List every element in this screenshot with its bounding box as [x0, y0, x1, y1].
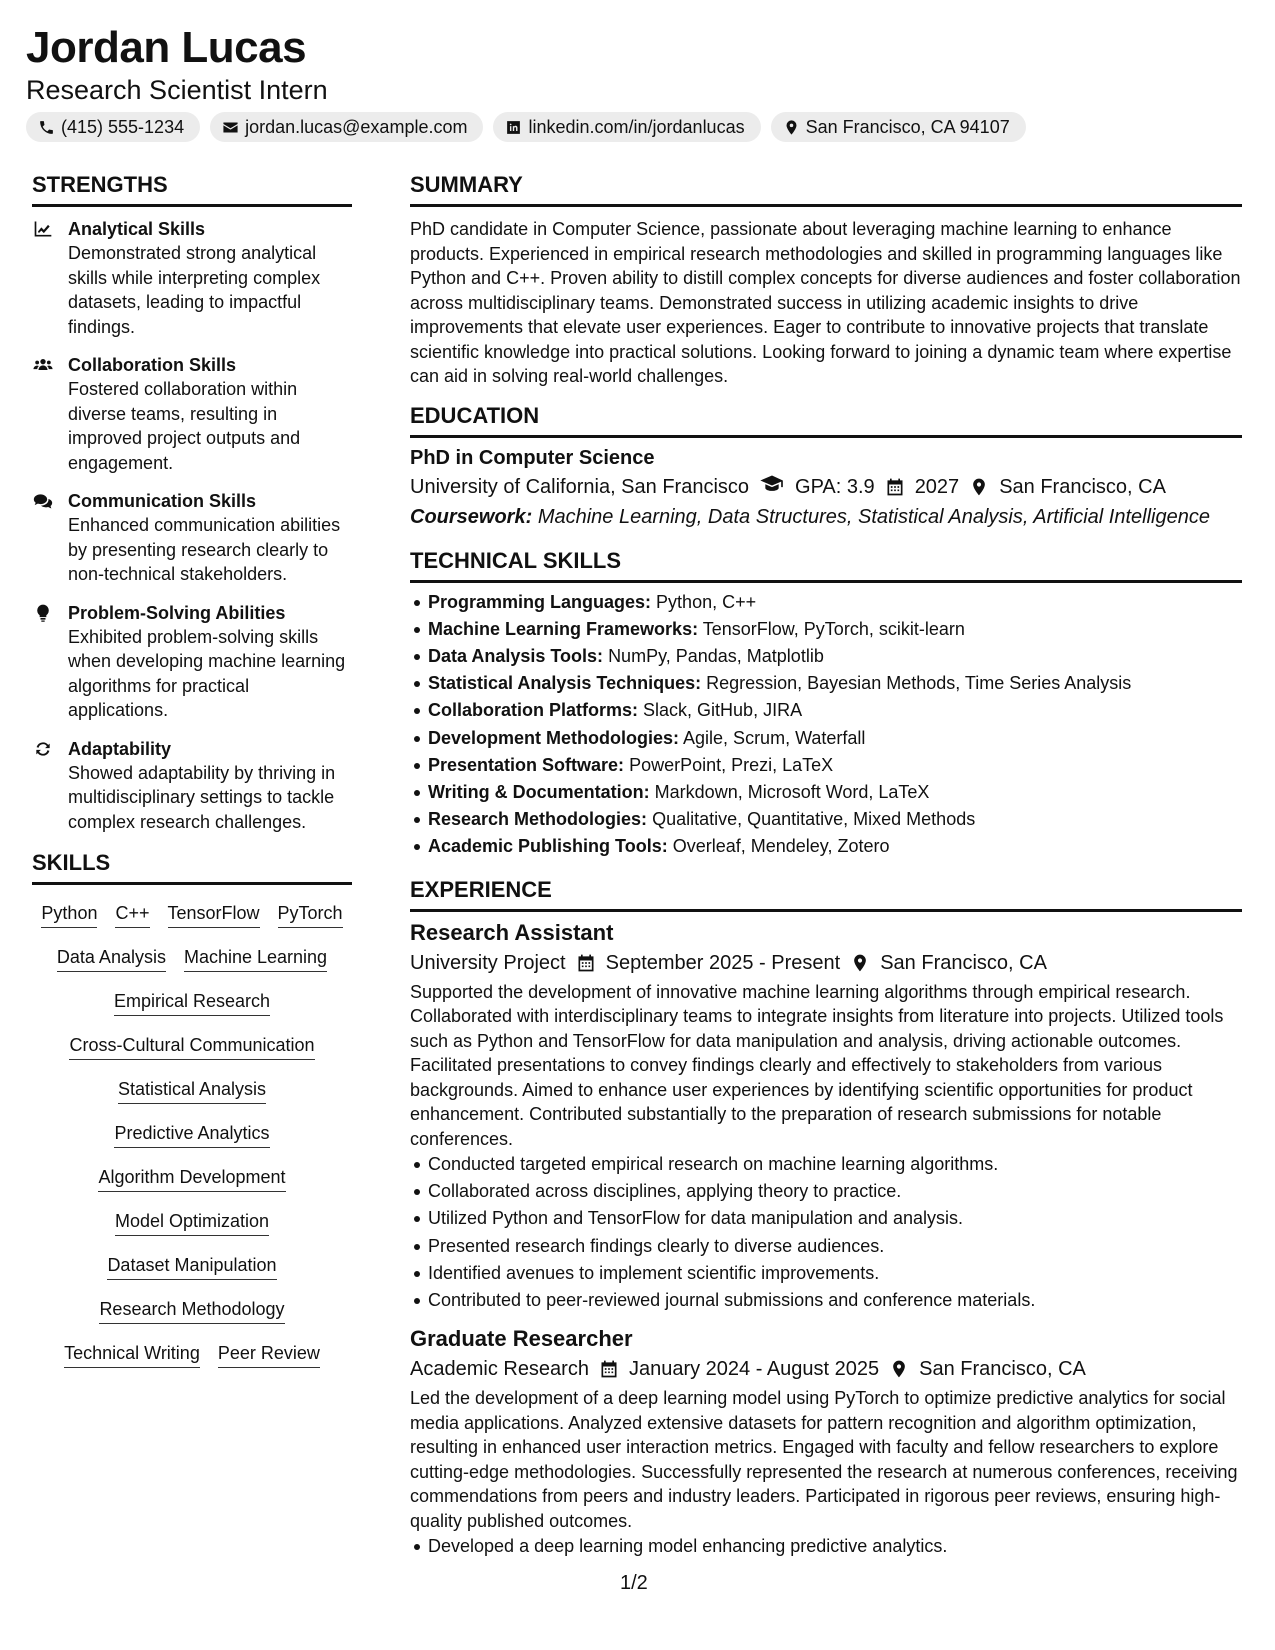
contact-email[interactable]: [210, 112, 483, 142]
sync-icon: [32, 739, 54, 759]
strength-heading: Communication Skills: [68, 491, 257, 511]
contact-location[interactable]: [771, 112, 1026, 142]
strength-item: [32, 489, 352, 587]
resume-header: [26, 22, 1246, 142]
calendar-icon: [599, 1359, 619, 1379]
map-marker-icon: [889, 1359, 909, 1379]
technical-skills-heading: TECHNICAL SKILLS: [410, 546, 1242, 583]
contact-bar: [26, 112, 1246, 142]
strength-description: Showed adaptability by thriving in multidisciplinary settings to tackle complex research challenges.: [68, 762, 336, 832]
skill-tag: Data Analysis: [57, 945, 166, 972]
job-location: San Francisco, CA: [880, 951, 1047, 974]
list-item: Development Methodologies: Agile, Scrum, Waterfall: [410, 725, 1242, 752]
list-item: Presentation Software: PowerPoint, Prezi, LaTeX: [410, 752, 1242, 779]
list-item: Identified avenues to implement scientific improvements.: [410, 1260, 1242, 1287]
contact-phone[interactable]: [26, 112, 200, 142]
strength-heading: Collaboration Skills: [68, 355, 237, 375]
job-bullets: [410, 1151, 1242, 1314]
strength-heading: Adaptability: [68, 738, 172, 759]
skill-tag: Technical Writing: [64, 1341, 200, 1368]
skill-tag: Predictive Analytics: [114, 1121, 269, 1148]
list-item: Writing & Documentation: Markdown, Microsoft Word, LaTeX: [410, 779, 1242, 806]
summary-text: PhD candidate in Computer Science, passionate about leveraging machine learning to enhance products. Experienced in empirical research methodologies and skilled in programming languages like Python and C++. Proven ability to distill complex concepts for diverse audiences and foster collaboration across multidisciplinary teams. Demonstrated success in utilizing academic insights to drive improvements that elevate user experiences. Eager to contribute to innovative projects that translate scientific knowledge into practical solutions. Looking forward to joining a dynamic team where expertise can aid in solving real-world challenges.: [410, 219, 1241, 386]
list-item: Developed a deep learning model enhancing predictive analytics.: [410, 1533, 1242, 1560]
education-year: 2027: [914, 475, 960, 498]
strength-description: Demonstrated strong analytical skills while interpreting complex datasets, leading to impactful findings.: [68, 243, 321, 337]
job-role: Research Assistant: [410, 919, 614, 945]
calendar-icon: [885, 477, 905, 497]
strength-description: Fostered collaboration within diverse teams, resulting in improved project outputs and engagement.: [68, 379, 301, 473]
skill-tag: Cross-Cultural Communication: [69, 1033, 314, 1060]
skills-heading: SKILLS: [32, 848, 352, 885]
skill-tag: Empirical Research: [114, 989, 270, 1016]
education-school: University of California, San Francisco: [410, 475, 750, 498]
list-item: Contributed to peer-reviewed journal submissions and conference materials.: [410, 1287, 1242, 1314]
job-description: Supported the development of innovative machine learning algorithms through empirical research. Collaborated with interdisciplinary teams to integrate insights from literature into projects. Utilized tools such as Python and TensorFlow for data manipulation and analysis, driving actionable outcomes. Facilitated presentations to convey findings clearly and effectively to stakeholders from various backgrounds. Aimed to enhance user experiences by identifying scientific opportunities for product enhancement. Contributed substantially to the preparation of research submissions for notable conferences.: [410, 981, 1224, 1149]
skill-tag: Research Methodology: [99, 1297, 284, 1324]
job-dates: January 2024 - August 2025: [628, 1358, 880, 1381]
strength-item: [32, 353, 352, 475]
job-org: University Project: [410, 951, 566, 974]
list-item: Presented research findings clearly to diverse audiences.: [410, 1233, 1242, 1260]
list-item: Academic Publishing Tools: Overleaf, Mendeley, Zotero: [410, 833, 1242, 860]
graduation-cap-icon: [759, 473, 785, 493]
list-item: Research Methodologies: Qualitative, Quantitative, Mixed Methods: [410, 806, 1242, 833]
list-item: Conducted targeted empirical research on machine learning algorithms.: [410, 1151, 1242, 1178]
education-heading: EDUCATION: [410, 401, 1242, 438]
skill-tag: Statistical Analysis: [118, 1077, 266, 1104]
job-org: Academic Research: [410, 1358, 589, 1381]
job-description: Led the development of a deep learning model using PyTorch to optimize predictive analytics for social media applications. Analyzed extensive datasets for pattern recognition and algorithm optimization, resulting in enhanced user interaction metrics. Engaged with faculty and fellow researchers to explore cutting-edge methodologies. Successfully represented the research at numerous conferences, receiving commendations from peers and industry leaders. Participated in rigorous peer reviews, ensuring high-quality published outcomes.: [410, 1388, 1238, 1531]
list-item: Programming Languages: Python, C++: [410, 589, 1242, 616]
users-icon: [32, 355, 54, 375]
skill-tag: C++: [115, 901, 149, 928]
strength-heading: Analytical Skills: [68, 219, 206, 239]
envelope-icon: [222, 119, 239, 136]
job-meta: [410, 1354, 1242, 1384]
comments-icon: [32, 491, 54, 511]
coursework-list: Machine Learning, Data Structures, Statistical Analysis, Artificial Intelligence: [537, 505, 1210, 528]
skill-tag: Machine Learning: [184, 945, 327, 972]
coursework-label: Coursework:: [410, 505, 533, 528]
job-location: San Francisco, CA: [919, 1358, 1086, 1381]
job-bullets: [410, 1533, 1242, 1560]
skill-tag: Dataset Manipulation: [107, 1253, 276, 1280]
left-column: [32, 170, 352, 1385]
page-number: 1/2: [620, 1572, 648, 1594]
contact-linkedin[interactable]: [493, 112, 760, 142]
education-degree: PhD in Computer Science: [410, 446, 655, 469]
experience-heading: EXPERIENCE: [410, 875, 1242, 912]
chart-line-icon: [32, 219, 54, 239]
education-coursework: [410, 502, 1242, 532]
strength-item: [32, 737, 352, 835]
summary-heading: SUMMARY: [410, 170, 1242, 207]
job-entry: [410, 918, 1242, 1315]
list-item: Collaboration Platforms: Slack, GitHub, JIRA: [410, 697, 1242, 724]
email-text: jordan.lucas@example.com: [245, 117, 468, 137]
list-item: Statistical Analysis Techniques: Regression, Bayesian Methods, Time Series Analysis: [410, 670, 1242, 697]
skill-tag: TensorFlow: [168, 901, 260, 928]
list-item: Collaborated across disciplines, applying theory to practice.: [410, 1178, 1242, 1205]
skills-list: [32, 901, 352, 1385]
map-marker-icon: [850, 953, 870, 973]
job-meta: [410, 948, 1242, 978]
lightbulb-icon: [32, 603, 54, 623]
right-column: [410, 170, 1242, 1560]
list-item: Utilized Python and TensorFlow for data manipulation and analysis.: [410, 1205, 1242, 1232]
skill-tag: Python: [41, 901, 97, 928]
strength-description: Enhanced communication abilities by presenting research clearly to non-technical stakeholders.: [68, 515, 341, 584]
skill-tag: Model Optimization: [115, 1209, 269, 1236]
strengths-heading: STRENGTHS: [32, 170, 352, 207]
education-meta: [410, 472, 1242, 502]
skill-tag: Algorithm Development: [98, 1165, 285, 1192]
candidate-title: Research Scientist Intern: [26, 75, 328, 105]
candidate-name: Jordan Lucas: [26, 23, 307, 72]
education-location: San Francisco, CA: [999, 475, 1166, 498]
strength-heading: Problem-Solving Abilities: [68, 602, 286, 623]
phone-text: (415) 555-1234: [61, 117, 185, 137]
strength-item: [32, 601, 352, 723]
location-text: San Francisco, CA 94107: [805, 117, 1010, 137]
strength-item: [32, 217, 352, 339]
education-gpa: GPA: 3.9: [795, 475, 875, 498]
skill-tag: PyTorch: [278, 901, 343, 928]
map-marker-icon: [783, 119, 800, 136]
map-marker-icon: [969, 477, 989, 497]
strength-description: Exhibited problem-solving skills when developing machine learning algorithms for practical applications.: [68, 626, 346, 720]
list-item: Data Analysis Tools: NumPy, Pandas, Matplotlib: [410, 643, 1242, 670]
linkedin-text: linkedin.com/in/jordanlucas: [528, 117, 745, 137]
list-item: Machine Learning Frameworks: TensorFlow, PyTorch, scikit-learn: [410, 616, 1242, 643]
skill-tag: Peer Review: [218, 1341, 320, 1368]
linkedin-icon: [505, 119, 522, 136]
job-entry: [410, 1324, 1242, 1560]
job-role: Graduate Researcher: [410, 1326, 633, 1352]
calendar-icon: [576, 953, 596, 973]
job-dates: September 2025 - Present: [605, 951, 841, 974]
technical-skills-list: [410, 589, 1242, 861]
phone-icon: [38, 119, 55, 136]
